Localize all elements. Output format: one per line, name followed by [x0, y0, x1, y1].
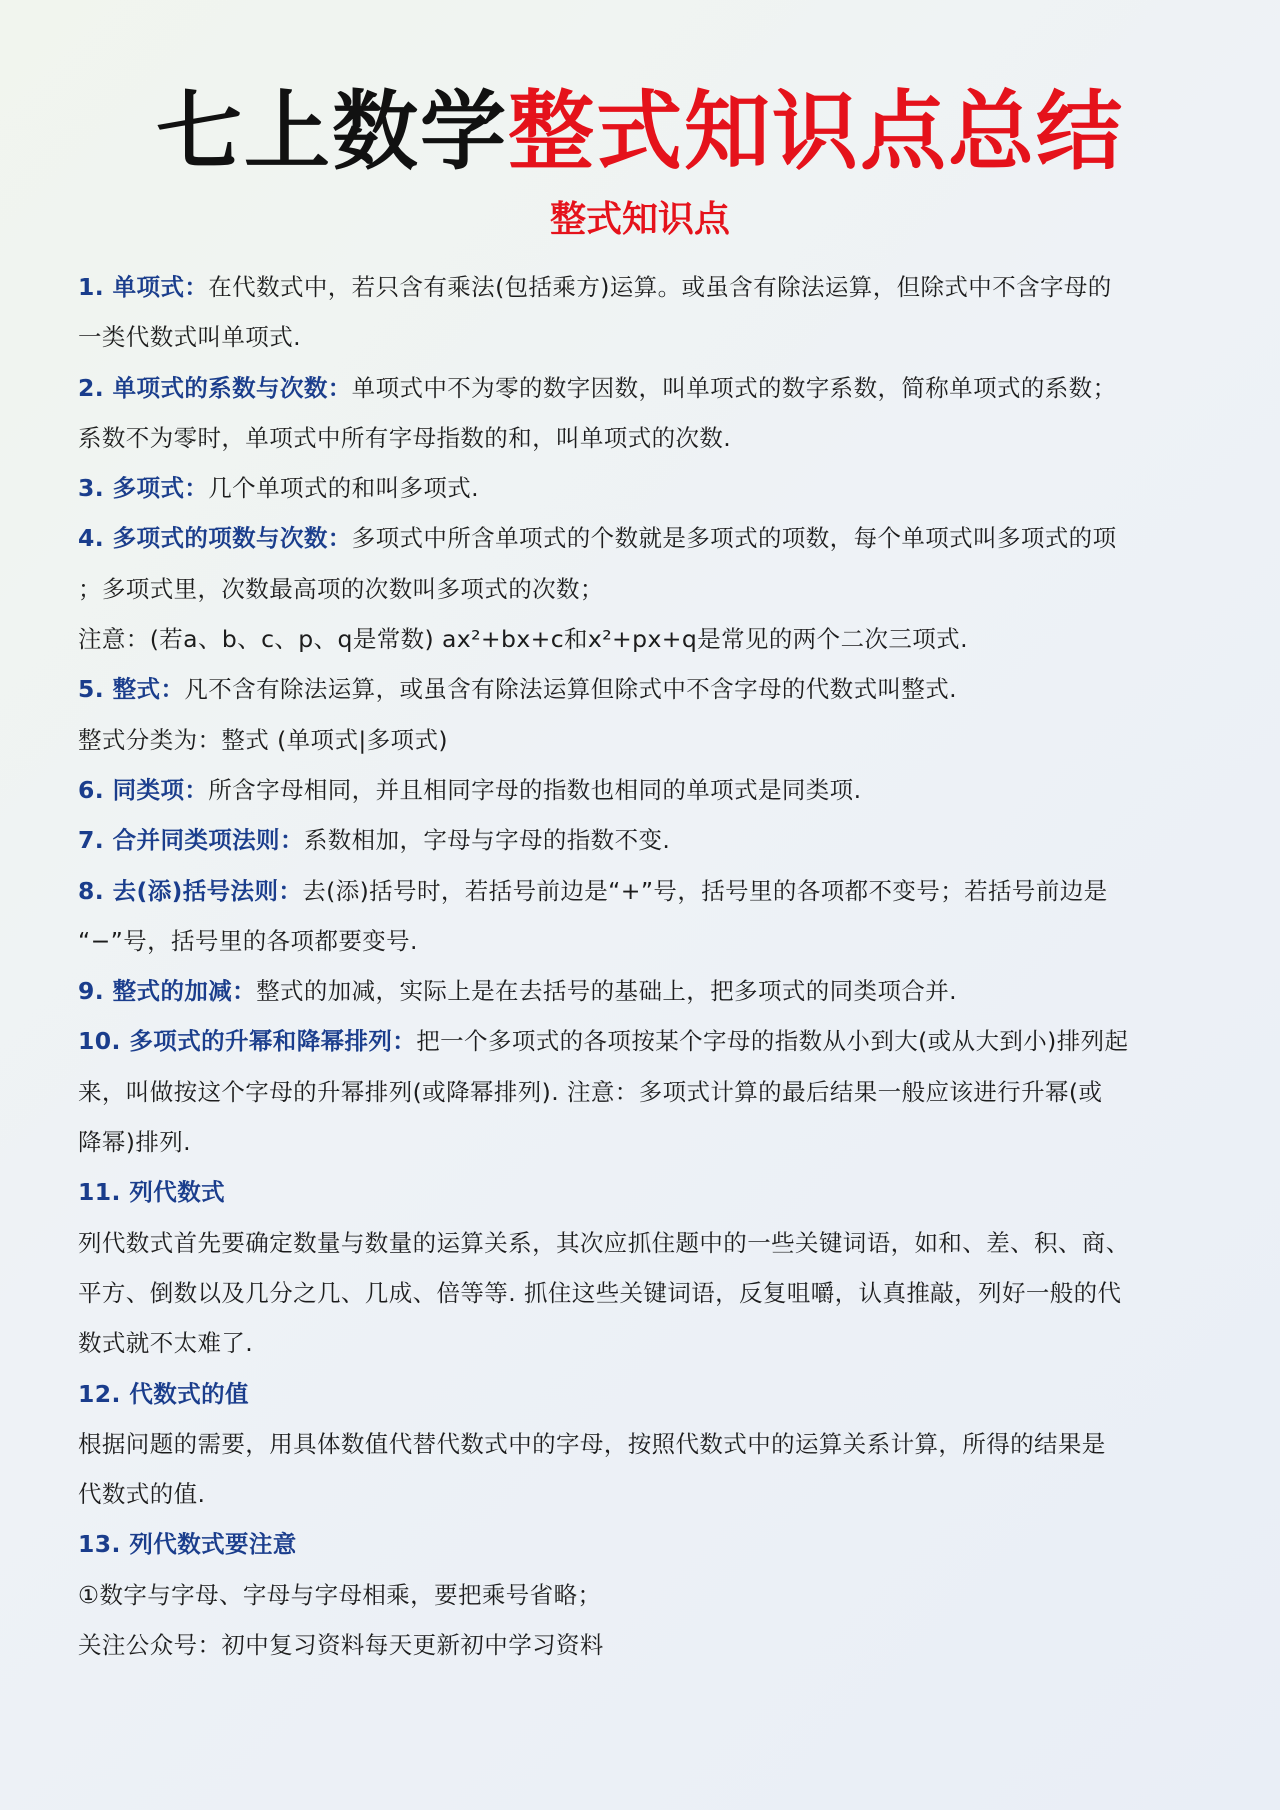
body-text: 单项式中不为零的数字因数，叫单项式的数字系数，简称单项式的系数；	[351, 373, 1117, 402]
keyword-label: 2. 单项式的系数与次数：	[78, 373, 352, 402]
keyword-label: 1. 单项式：	[78, 273, 209, 301]
text-line	[78, 966, 1208, 1016]
keyword-label: 11. 列代数式	[78, 1178, 226, 1207]
body-text: 凡不含有除法运算，或虽含有除法运算但除式中不含字母的代数式叫整式.	[184, 675, 958, 704]
keyword-label: 10. 多项式的升幂和降幂排列：	[78, 1027, 417, 1056]
body-text: 来，叫做按这个字母的升幂排列(或降幂排列). 注意：多项式计算的最后结果一般应该进行升幂(或	[78, 1077, 1103, 1106]
text-line	[78, 866, 1208, 916]
text-line	[78, 262, 1208, 312]
keyword-label: 13. 列代数式要注意	[78, 1530, 297, 1559]
keyword-label: 12. 代数式的值	[78, 1379, 249, 1408]
body-text: 多项式中所含单项式的个数就是多项式的项数，每个单项式叫多项式的项	[351, 524, 1117, 553]
text-line	[78, 916, 1208, 966]
body-text: 整式分类为：整式 (单项式|多项式)	[78, 725, 448, 754]
text-line	[78, 815, 1208, 865]
content-body	[78, 262, 1208, 1670]
text-line	[78, 715, 1208, 765]
keyword-label: 5. 整式：	[78, 675, 185, 704]
text-line	[78, 363, 1208, 413]
body-text: ；多项式里，次数最高项的次数叫多项式的次数；	[78, 574, 604, 603]
body-text: ①数字与字母、字母与字母相乘，要把乘号省略；	[78, 1580, 602, 1609]
body-text: 系数不为零时，单项式中所有字母指数的和，叫单项式的次数.	[78, 423, 732, 452]
main-title	[0, 82, 1280, 182]
body-text: 平方、倒数以及几分之几、几成、倍等等. 抓住这些关键词语，反复咀嚼，认真推敲，列好一般的代	[78, 1278, 1122, 1307]
body-text: 注意：(若a、b、c、p、q是常数) ax²+bx+c和x²+px+q是常见的两个二次三项式.	[78, 625, 968, 654]
text-line	[78, 1218, 1208, 1268]
text-line	[78, 312, 1208, 362]
text-line	[78, 1419, 1208, 1469]
text-line	[78, 1268, 1208, 1318]
body-text: 所含字母相同，并且相同字母的指数也相同的单项式是同类项.	[208, 775, 862, 804]
keyword-label: 8. 去(添)括号法则：	[78, 876, 303, 905]
text-line	[78, 1369, 1208, 1419]
text-line	[78, 1117, 1208, 1167]
text-line	[78, 1469, 1208, 1519]
keyword-label: 9. 整式的加减：	[78, 977, 257, 1006]
text-line	[78, 1167, 1208, 1217]
body-text: 降幂)排列.	[78, 1128, 192, 1157]
text-line	[78, 1016, 1208, 1066]
text-line	[78, 1570, 1208, 1620]
text-line	[78, 614, 1208, 664]
text-line	[78, 765, 1208, 815]
body-text: 去(添)括号时，若括号前边是“+”号，括号里的各项都不变号；若括号前边是	[302, 876, 1108, 905]
text-line	[78, 463, 1208, 513]
body-text: 根据问题的需要，用具体数值代替代数式中的字母，按照代数式中的运算关系计算，所得的结果是	[78, 1429, 1106, 1458]
body-text: 数式就不太难了.	[78, 1329, 254, 1358]
body-text: 列代数式首先要确定数量与数量的运算关系，其次应抓住题中的一些关键词语，如和、差、积、商、	[78, 1228, 1130, 1257]
body-text: “−”号，括号里的各项都要变号.	[78, 926, 418, 955]
body-text: 代数式的值.	[78, 1480, 206, 1509]
body-text: 关注公众号：初中复习资料每天更新初中学习资料	[78, 1631, 604, 1660]
body-text: 几个单项式的和叫多项式.	[208, 474, 480, 503]
text-line	[78, 664, 1208, 714]
keyword-label: 3. 多项式：	[78, 474, 209, 503]
text-line	[78, 564, 1208, 614]
main-title-part1: 七上数学	[156, 82, 508, 182]
text-line	[78, 513, 1208, 563]
text-line	[78, 1318, 1208, 1368]
text-line	[78, 1067, 1208, 1117]
keyword-label: 4. 多项式的项数与次数：	[78, 524, 352, 553]
body-text: 整式的加减，实际上是在去括号的基础上，把多项式的同类项合并.	[256, 977, 958, 1006]
body-text: 在代数式中，若只含有乘法(包括乘方)运算。或虽含有除法运算，但除式中不含字母的	[208, 273, 1112, 301]
keyword-label: 6. 同类项：	[78, 775, 209, 804]
text-line	[78, 1620, 1208, 1670]
subtitle: 整式知识点	[549, 199, 730, 240]
text-line	[78, 1519, 1208, 1569]
text-line	[78, 413, 1208, 463]
main-title-part2: 整式知识点总结	[508, 82, 1124, 182]
body-text: 把一个多项式的各项按某个字母的指数从小到大(或从大到小)排列起	[416, 1027, 1129, 1056]
body-text: 系数相加，字母与字母的指数不变.	[303, 826, 671, 855]
keyword-label: 7. 合并同类项法则：	[78, 826, 304, 855]
body-text: 一类代数式叫单项式.	[78, 323, 301, 352]
